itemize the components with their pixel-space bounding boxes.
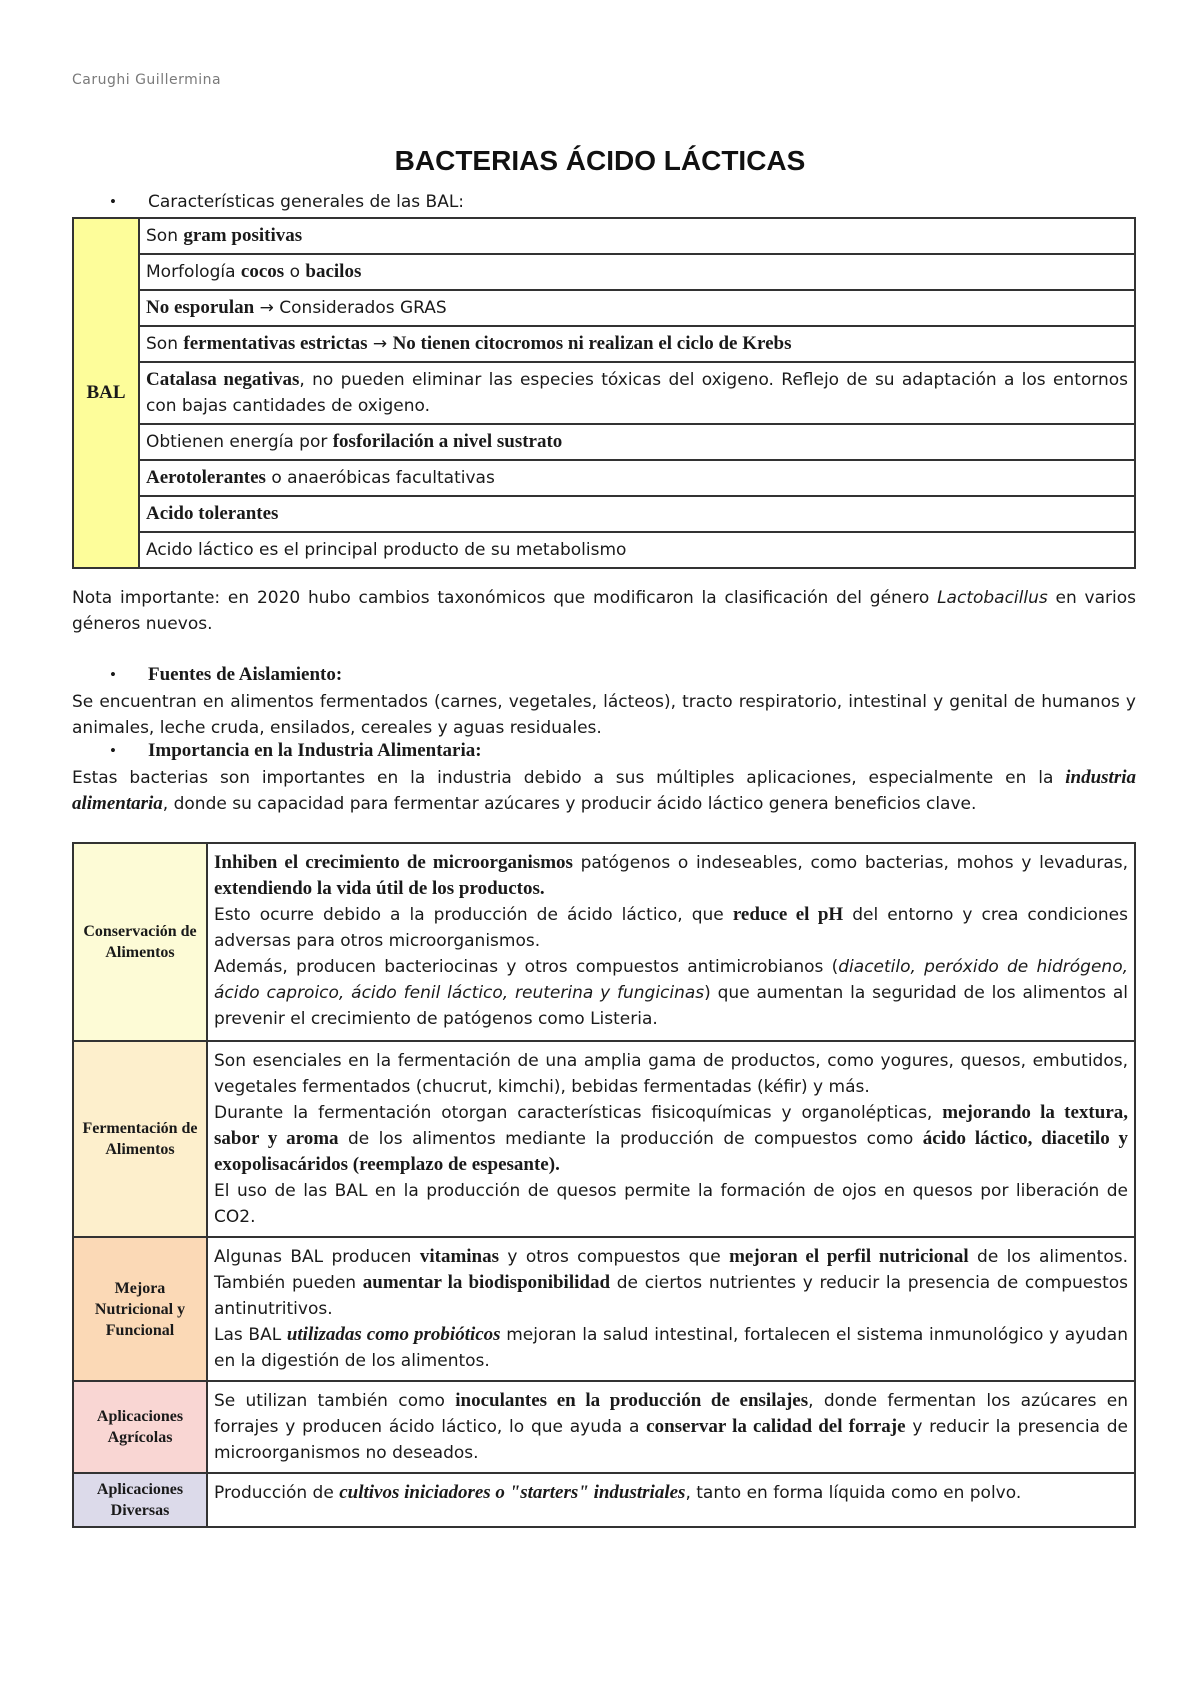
category-cell: Conservación de Alimentos <box>73 843 207 1041</box>
sources-bullet <box>110 664 342 686</box>
application-description: Se utilizan también como inoculantes en la producción de ensilajes, donde fermentan los azúcares en forrajes y producen ácido láctico, lo que ayuda a conservar la calidad del forraje y reducir la presencia de microorganismos no deseados. <box>207 1381 1135 1473</box>
application-description: Producción de cultivos iniciadores o "starters" industriales, tanto en forma líquida como en polvo. <box>207 1473 1135 1527</box>
bal-row: Catalasa negativas, no pueden eliminar las especies tóxicas del oxigeno. Reflejo de su adaptación a los entornos con bajas cantidades de oxigeno. <box>139 362 1135 424</box>
bal-row: Son gram positivas <box>139 218 1135 254</box>
bal-row: Obtienen energía por fosforilación a nivel sustrato <box>139 424 1135 460</box>
applications-table <box>72 842 1136 1528</box>
bal-row: No esporulan → Considerados GRAS <box>139 290 1135 326</box>
bal-row: Morfología cocos o bacilos <box>139 254 1135 290</box>
page-title: BACTERIAS ÁCIDO LÁCTICAS <box>394 145 806 176</box>
taxonomy-note: Nota importante: en 2020 hubo cambios taxonómicos que modificaron la clasificación del género Lactobacillus en varios géneros nuevos. <box>72 588 1136 634</box>
importance-text: Estas bacterias son importantes en la industria debido a sus múltiples aplicaciones, especialmente en la industria alimentaria, donde su capacidad para fermentar azúcares y producir ácido láctico genera beneficios clave. <box>72 767 1136 814</box>
intro-bullet <box>110 192 464 212</box>
application-description: Son esenciales en la fermentación de una amplia gama de productos, como yogures, quesos, embutidos, vegetales fermentados (chucrut, kimchi), bebidas fermentadas (kéfir) y más. Durante la fermentación otorgan características fisicoquímicas y organolépticas, mejorando la textura, sabor y aroma de los alimentos mediante la producción de compuestos como ácido láctico, diacetilo y exopolisacáridos (reemplazo de espesante). El uso de las BAL en la producción de quesos permite la formación de ojos en quesos por liberación de CO2. <box>207 1041 1135 1237</box>
category-cell: Fermentación de Alimentos <box>73 1041 207 1237</box>
author-name: Carughi Guillermina <box>72 72 222 88</box>
bal-row: Acido láctico es el principal producto de su metabolismo <box>139 532 1135 568</box>
category-cell: Aplicaciones Diversas <box>73 1473 207 1527</box>
category-cell: Mejora Nutricional y Funcional <box>73 1237 207 1381</box>
bal-characteristics-table <box>72 217 1136 569</box>
importance-heading: Importancia en la Industria Alimentaria: <box>148 740 482 761</box>
bal-row: Son fermentativas estrictas → No tienen citocromos ni realizan el ciclo de Krebs <box>139 326 1135 362</box>
intro-bullet-text: Características generales de las BAL: <box>148 192 465 212</box>
application-description: Algunas BAL producen vitaminas y otros compuestos que mejoran el perfil nutricional de los alimentos. También pueden aumentar la biodisponibilidad de ciertos nutrientes y reducir la presencia de compuestos antinutritivos. Las BAL utilizadas como probióticos mejoran la salud intestinal, fortalecen el sistema inmunológico y ayudan en la digestión de los alimentos. <box>207 1237 1135 1381</box>
bullet-icon: • <box>110 665 116 684</box>
bal-row: Acido tolerantes <box>139 496 1135 532</box>
sources-text: Se encuentran en alimentos fermentados (carnes, vegetales, lácteos), tracto respiratorio, intestinal y genital de humanos y animales, leche cruda, ensilados, cereales y aguas residuales. <box>72 692 1136 738</box>
sources-heading: Fuentes de Aislamiento: <box>148 664 343 685</box>
bullet-icon: • <box>110 741 116 760</box>
bal-label-cell: BAL <box>73 218 139 568</box>
application-description: Inhiben el crecimiento de microorganismos patógenos o indeseables, como bacterias, mohos y levaduras, extendiendo la vida útil de los productos. Esto ocurre debido a la producción de ácido láctico, que reduce el pH del entorno y crea condiciones adversas para otros microorganismos. Además, producen bacteriocinas y otros compuestos antimicrobianos (diacetilo, peróxido de hidrógeno, ácido caproico, ácido fenil láctico, reuterina y fungicinas) que aumentan la seguridad de los alimentos al prevenir el crecimiento de patógenos como Listeria. <box>207 843 1135 1041</box>
importance-bullet <box>110 740 482 762</box>
category-cell: Aplicaciones Agrícolas <box>73 1381 207 1473</box>
bullet-icon: • <box>110 192 116 211</box>
bal-row: Aerotolerantes o anaeróbicas facultativas <box>139 460 1135 496</box>
